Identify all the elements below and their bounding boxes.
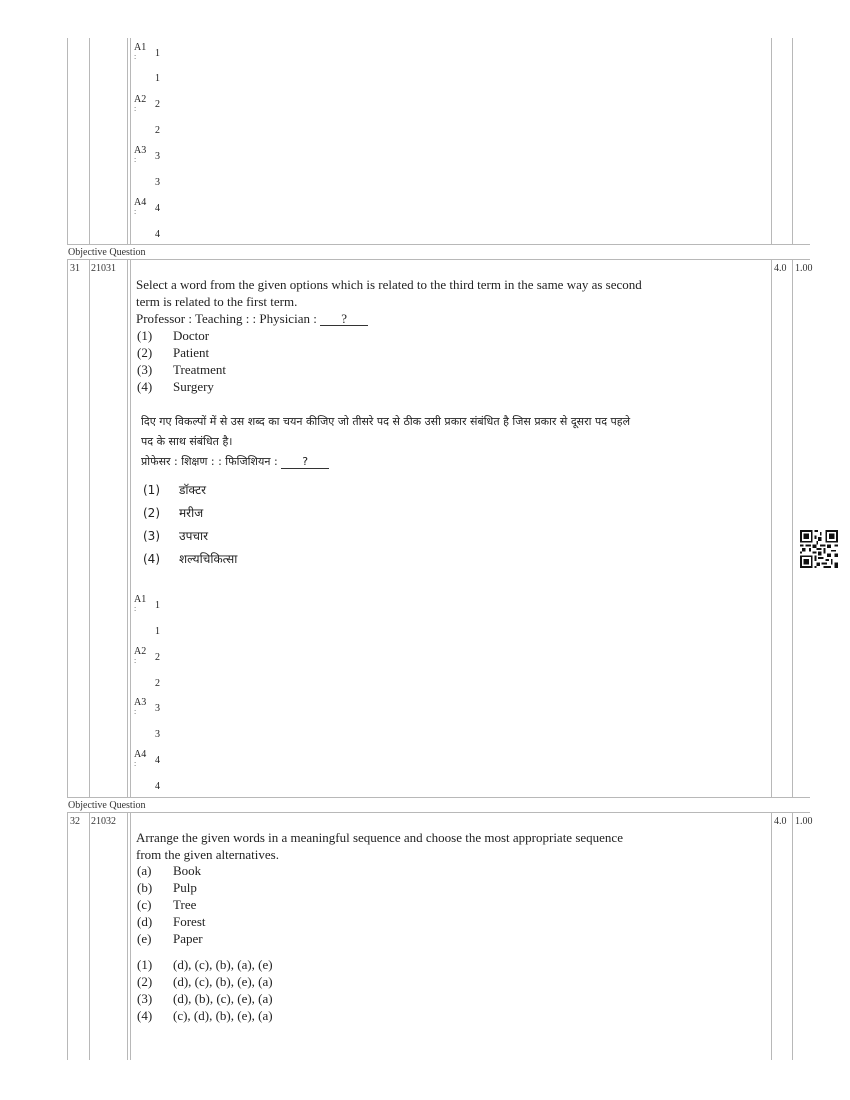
question-line: term is related to the first term. bbox=[136, 294, 298, 309]
answer-label: A1 : bbox=[134, 42, 147, 61]
answer-blank: ? bbox=[320, 312, 368, 326]
table-border-content bbox=[130, 38, 131, 245]
word-item: (d) Forest bbox=[137, 914, 206, 929]
question-id: 21031 bbox=[91, 263, 116, 274]
table-border-left bbox=[67, 260, 68, 797]
answer-value: 4 bbox=[155, 203, 160, 214]
answer-value: 3 bbox=[155, 151, 160, 162]
answer-label: A2 : bbox=[134, 94, 147, 113]
table-border-serial bbox=[89, 38, 90, 245]
answer-key: 1 bbox=[155, 73, 160, 84]
question-marks: 4.0 bbox=[774, 263, 787, 274]
answer-value: 1 bbox=[155, 48, 160, 59]
answer-label: A4 : bbox=[134, 749, 147, 768]
table-border-negative bbox=[792, 260, 793, 797]
question-text-english bbox=[136, 276, 642, 327]
row-divider bbox=[67, 797, 810, 798]
table-border-left bbox=[67, 38, 68, 245]
answer-key: 3 bbox=[155, 177, 160, 188]
answer-label: A4 : bbox=[134, 197, 147, 216]
answer-key: 2 bbox=[155, 678, 160, 689]
section-label: Objective Question bbox=[68, 800, 146, 811]
table-border-id bbox=[127, 38, 128, 245]
question-line: दिए गए विकल्पों में से उस शब्द का चयन कीजिए जो तीसरे पद से ठीक उसी प्रकार संबंधित है जिस प्रकार से दूसरा पद पहले bbox=[141, 415, 631, 428]
answer-key: 4 bbox=[155, 229, 160, 240]
question-line: पद के साथ संबंधित है। bbox=[141, 435, 233, 448]
table-border-serial bbox=[89, 260, 90, 797]
table-border-negative bbox=[792, 38, 793, 245]
table-border-negative bbox=[792, 813, 793, 1060]
question-line: Arrange the given words in a meaningful sequence and choose the most appropriate sequence bbox=[136, 830, 623, 845]
row-divider bbox=[67, 259, 810, 260]
row-divider bbox=[67, 812, 810, 813]
question-serial: 31 bbox=[70, 263, 80, 274]
table-border-serial bbox=[89, 813, 90, 1060]
option-item: (1) Doctor bbox=[137, 328, 210, 343]
answer-key: 4 bbox=[155, 781, 160, 792]
question-text-hindi bbox=[141, 412, 630, 472]
table-border-content bbox=[130, 260, 131, 797]
row-divider bbox=[67, 244, 810, 245]
answer-value: 1 bbox=[155, 600, 160, 611]
answer-value: 2 bbox=[155, 652, 160, 663]
table-border-id bbox=[127, 260, 128, 797]
answer-value: 2 bbox=[155, 99, 160, 110]
option-item: (4) शल्यचिकित्सा bbox=[143, 552, 238, 566]
word-item: (e) Paper bbox=[137, 931, 203, 946]
option-item: (3) Treatment bbox=[137, 362, 226, 377]
answer-label: A3 : bbox=[134, 145, 147, 164]
word-item: (c) Tree bbox=[137, 897, 197, 912]
option-item: (2) Patient bbox=[137, 345, 210, 360]
answer-key: 2 bbox=[155, 125, 160, 136]
word-item: (a) Book bbox=[137, 863, 202, 878]
question-line: Select a word from the given options which is related to the third term in the same way as second bbox=[136, 277, 642, 292]
option-item: (3) (d), (b), (c), (e), (a) bbox=[137, 991, 273, 1006]
option-item: (1) डॉक्टर bbox=[143, 483, 207, 497]
answer-key: 1 bbox=[155, 626, 160, 637]
answer-value: 3 bbox=[155, 703, 160, 714]
option-item: (2) (d), (c), (b), (e), (a) bbox=[137, 974, 273, 989]
option-item: (4) Surgery bbox=[137, 379, 214, 394]
question-id: 21032 bbox=[91, 816, 116, 827]
answer-blank: ? bbox=[281, 456, 329, 469]
question-stem: Professor : Teaching : : Physician : ? bbox=[136, 310, 642, 327]
table-border-marks bbox=[771, 813, 772, 1060]
word-item: (b) Pulp bbox=[137, 880, 197, 895]
question-stem: प्रोफेसर : शिक्षण : : फिजिशियन : ? bbox=[141, 452, 630, 472]
answer-label: A1 : bbox=[134, 594, 147, 613]
option-item: (3) उपचार bbox=[143, 529, 209, 543]
answer-label: A3 : bbox=[134, 697, 147, 716]
table-border-id bbox=[127, 813, 128, 1060]
question-negative-marks: 1.00 bbox=[795, 263, 813, 274]
question-text-english bbox=[136, 829, 623, 863]
table-border-marks bbox=[771, 260, 772, 797]
question-serial: 32 bbox=[70, 816, 80, 827]
table-border-marks bbox=[771, 38, 772, 245]
question-negative-marks: 1.00 bbox=[795, 816, 813, 827]
table-border-left bbox=[67, 813, 68, 1060]
answer-key: 3 bbox=[155, 729, 160, 740]
option-item: (2) मरीज bbox=[143, 506, 204, 520]
section-label: Objective Question bbox=[68, 247, 146, 258]
qr-code-icon bbox=[800, 530, 838, 568]
answer-value: 4 bbox=[155, 755, 160, 766]
question-line: from the given alternatives. bbox=[136, 847, 279, 862]
answer-label: A2 : bbox=[134, 646, 147, 665]
table-border-content bbox=[130, 813, 131, 1060]
option-item: (4) (c), (d), (b), (e), (a) bbox=[137, 1008, 273, 1023]
option-item: (1) (d), (c), (b), (a), (e) bbox=[137, 957, 273, 972]
question-marks: 4.0 bbox=[774, 816, 787, 827]
